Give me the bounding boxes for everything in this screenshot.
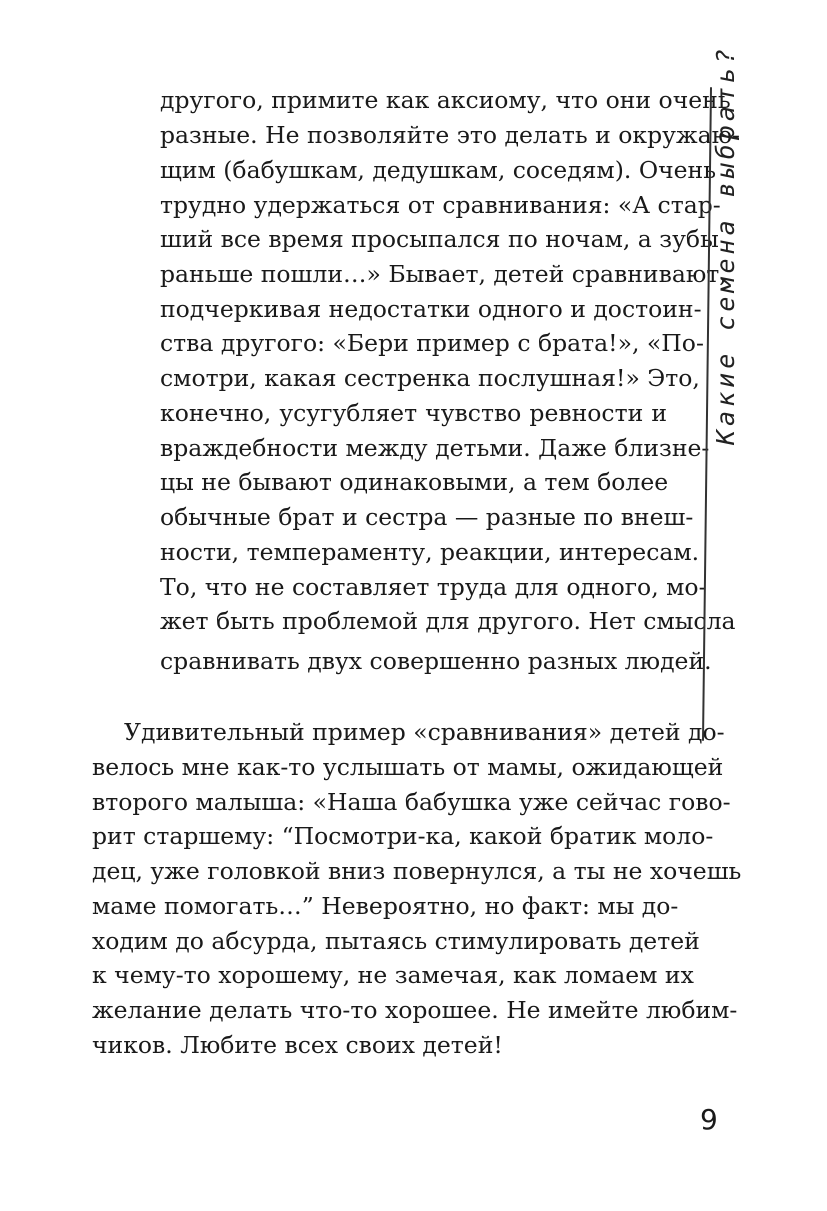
quote-line: раньше пошли…» Бывает, детей сравнивают, xyxy=(160,260,727,288)
paragraph-line: желание делать что-то хорошее. Не имейте любим- xyxy=(92,996,738,1024)
paragraph-line: велось мне как-то услышать от мамы, ожидающей xyxy=(92,753,724,781)
quote-line: подчеркивая недостатки одного и достоин- xyxy=(160,295,702,323)
paragraph-line: маме помогать…” Невероятно, но факт: мы до- xyxy=(92,892,679,920)
quote-line: жет быть проблемой для другого. Нет смысла xyxy=(160,607,736,635)
quote-line: трудно удержаться от сравнивания: «А стар- xyxy=(160,191,721,219)
quote-line: враждебности между детьми. Даже близне- xyxy=(160,434,710,462)
paragraph-line: Удивительный пример «сравнивания» детей до- xyxy=(124,718,725,746)
paragraph-line: к чему-то хорошему, не замечая, как ломаем их xyxy=(92,961,694,989)
quote-line: ности, темпераменту, реакции, интересам. xyxy=(160,538,700,566)
paragraph-line: второго малыша: «Наша бабушка уже сейчас гово- xyxy=(92,788,731,816)
running-title: Какие семена выбрать? xyxy=(711,44,740,445)
paragraph-line: дец, уже головкой вниз повернулся, а ты не хочешь xyxy=(92,857,742,885)
quote-line: обычные брат и сестра — разные по внеш- xyxy=(160,503,694,531)
quote-line: сравнивать двух совершенно разных людей. xyxy=(160,647,712,675)
quote-line: То, что не составляет труда для одного, мо- xyxy=(160,573,707,601)
page-number: 9 xyxy=(700,1103,718,1136)
quote-line: щим (бабушкам, дедушкам, соседям). Очень xyxy=(160,156,716,184)
paragraph-line: ходим до абсурда, пытаясь стимулировать детей xyxy=(92,927,700,955)
quote-line: ства другого: «Бери пример с брата!», «По- xyxy=(160,329,704,357)
paragraph-line: чиков. Любите всех своих детей! xyxy=(92,1031,503,1059)
paragraph-line: рит старшему: “Посмотри-ка, какой братик моло- xyxy=(92,822,714,850)
quote-line: смотри, какая сестренка послушная!» Это, xyxy=(160,364,700,392)
quote-line: конечно, усугубляет чувство ревности и xyxy=(160,399,667,427)
quote-line: разные. Не позволяйте это делать и окружаю- xyxy=(160,121,740,149)
quote-line: ший все время просыпался по ночам, а зубы xyxy=(160,225,719,253)
quote-line: другого, примите как аксиому, что они очень xyxy=(160,86,731,114)
quote-line: цы не бывают одинаковыми, а тем более xyxy=(160,468,669,496)
